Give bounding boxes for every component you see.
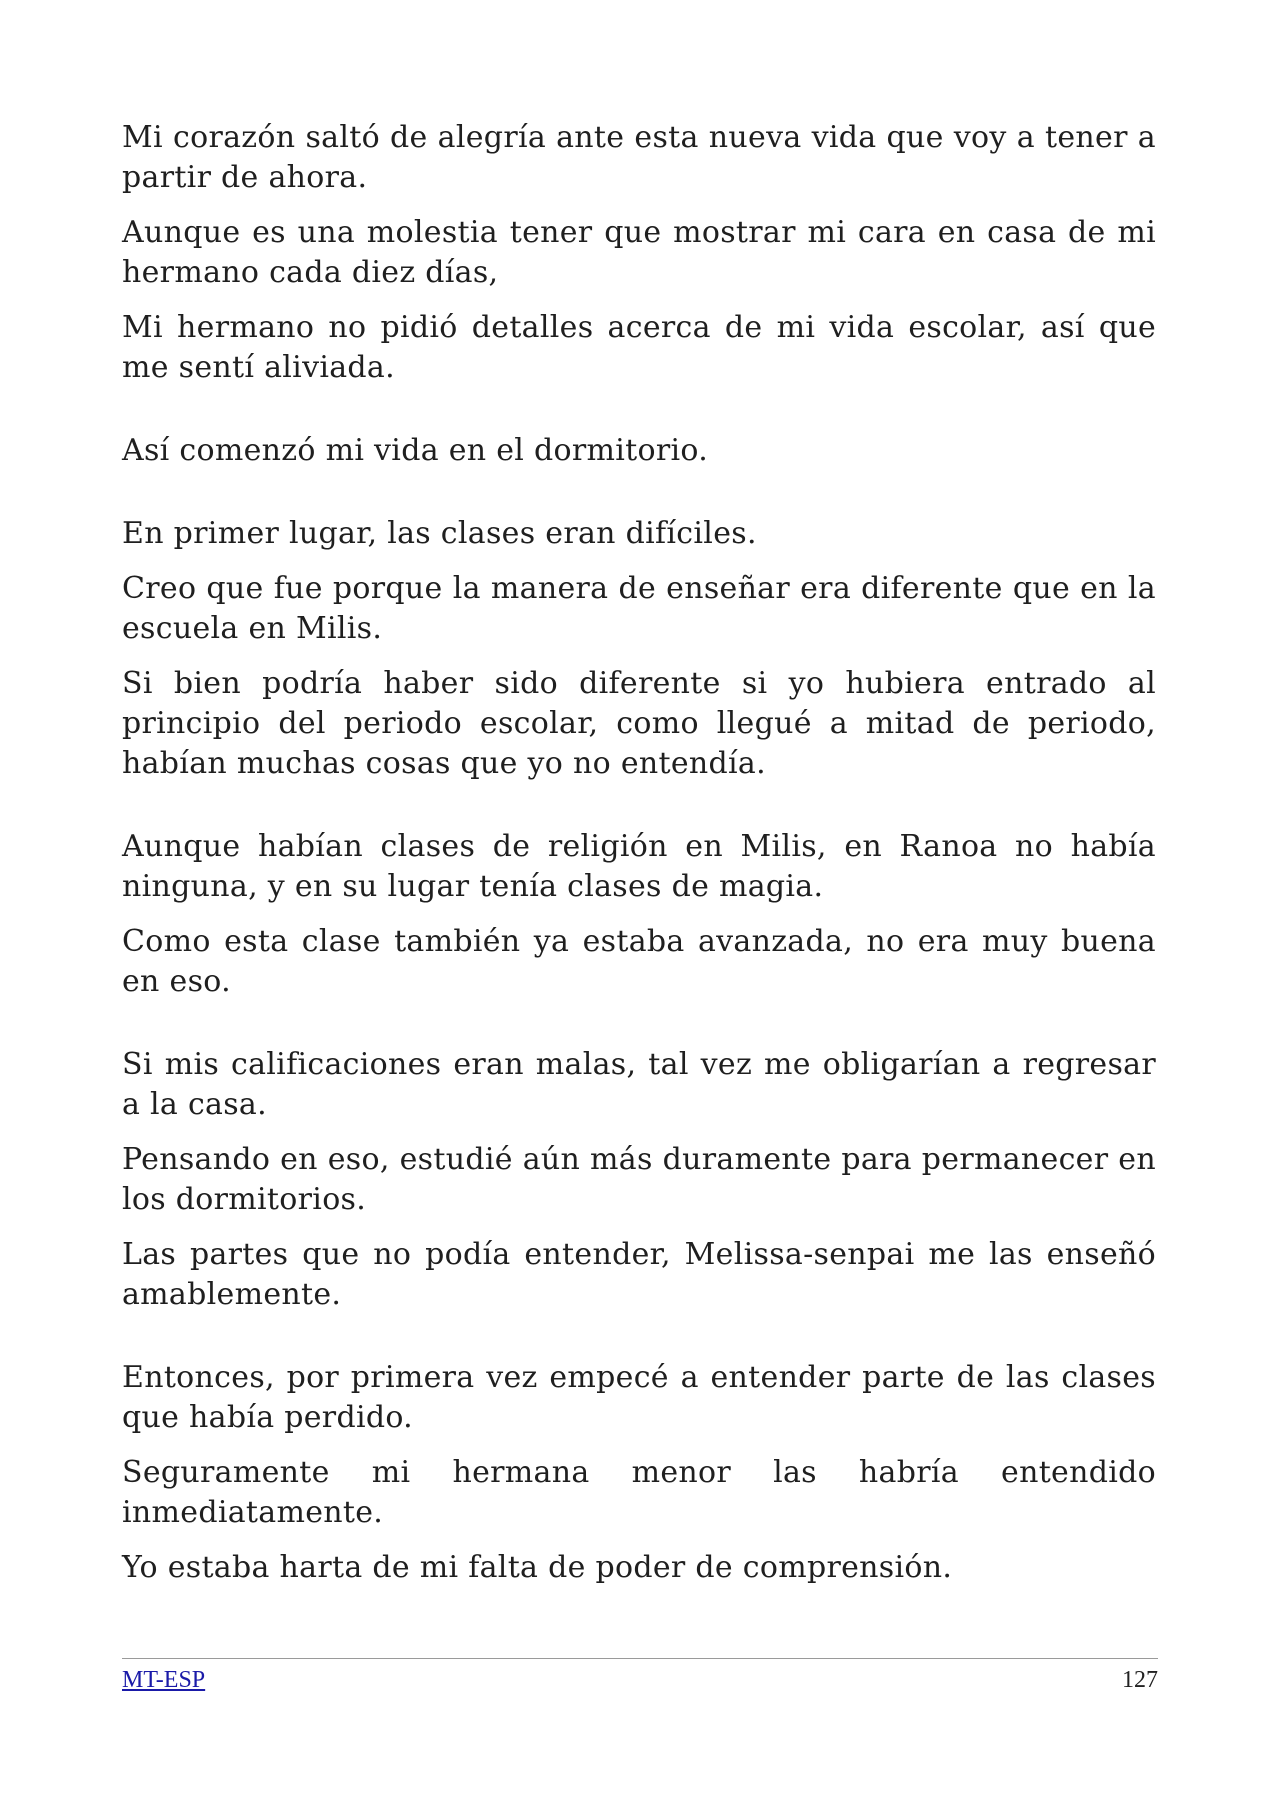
paragraph: Pensando en eso, estudié aún más duramente para permanecer en los dormitorios. bbox=[122, 1142, 1156, 1217]
paragraph: Si mis calificaciones eran malas, tal vez me obligarían a regresar a la casa. bbox=[122, 1047, 1156, 1122]
paragraph: Creo que fue porque la manera de enseñar era diferente que en la escuela en Milis. bbox=[122, 571, 1156, 646]
paragraph: Mi corazón saltó de alegría ante esta nueva vida que voy a tener a partir de ahora. bbox=[122, 120, 1156, 195]
footer-link[interactable]: MT-ESP bbox=[122, 1667, 206, 1693]
paragraph: Las partes que no podía entender, Melissa-senpai me las enseñó amablemente. bbox=[122, 1237, 1156, 1312]
paragraph: Yo estaba harta de mi falta de poder de comprensión. bbox=[122, 1550, 953, 1585]
page-footer bbox=[122, 1658, 1158, 1695]
paragraph: Seguramente mi hermana menor las habría entendido inmediatamente. bbox=[122, 1455, 1156, 1530]
paragraph: Aunque habían clases de religión en Milis, en Ranoa no había ninguna, y en su lugar tenía clases de magia. bbox=[122, 829, 1156, 904]
paragraph: Así comenzó mi vida en el dormitorio. bbox=[122, 433, 709, 468]
paragraph: En primer lugar, las clases eran difíciles. bbox=[122, 516, 757, 551]
paragraph: Como esta clase también ya estaba avanzada, no era muy buena en eso. bbox=[122, 924, 1156, 999]
paragraph: Mi hermano no pidió detalles acerca de mi vida escolar, así que me sentí aliviada. bbox=[122, 310, 1156, 385]
page-number: 127 bbox=[1122, 1667, 1158, 1693]
page-body bbox=[122, 118, 1156, 1588]
paragraph: Entonces, por primera vez empecé a entender parte de las clases que había perdido. bbox=[122, 1360, 1156, 1435]
paragraph: Aunque es una molestia tener que mostrar mi cara en casa de mi hermano cada diez días, bbox=[122, 215, 1156, 290]
paragraph: Si bien podría haber sido diferente si yo hubiera entrado al principio del periodo escolar, como llegué a mitad de periodo, habían muchas cosas que yo no entendía. bbox=[122, 666, 1156, 781]
